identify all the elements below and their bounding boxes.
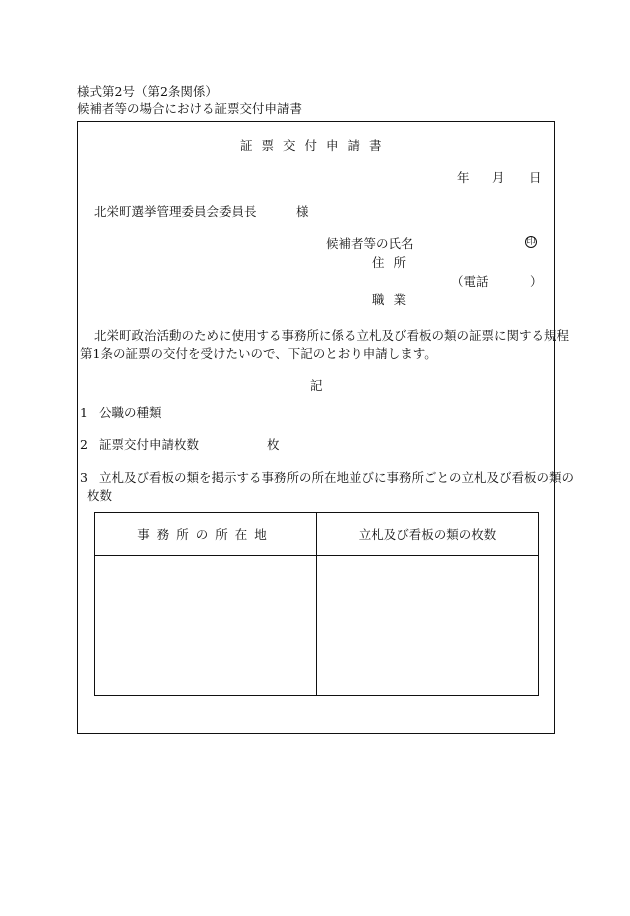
- office-table: [94, 512, 539, 696]
- table-cell-sign-count[interactable]: [317, 556, 539, 696]
- form-number: 様式第2号（第2条関係）: [77, 84, 218, 99]
- item-2-label: 証票交付申請枚数: [99, 437, 200, 452]
- table-cell-office-location[interactable]: [95, 556, 317, 696]
- ki-heading: 記: [310, 378, 323, 393]
- table-row: [95, 556, 539, 696]
- table-header-row: [95, 513, 539, 556]
- item-2-number: 2: [80, 437, 88, 452]
- seal-char: 印: [526, 237, 536, 247]
- item-3-label-line2: 枚数: [87, 488, 113, 503]
- body-text-line1: 北栄町政治活動のために使用する事務所に係る立札及び看板の類の証票に関する規程: [94, 328, 570, 343]
- phone-open: （電話: [451, 274, 489, 289]
- table-header-office-location: 事務所の所在地: [95, 513, 317, 556]
- applicant-name-label: 候補者等の氏名: [326, 236, 414, 251]
- item-1-number: 1: [80, 405, 88, 420]
- applicant-address-label: 住所: [372, 255, 416, 270]
- applicant-occupation-label: 職業: [372, 292, 416, 307]
- table-header-sign-count: 立札及び看板の類の枚数: [317, 513, 539, 556]
- date-month-label: 月: [492, 170, 505, 185]
- addressee: 北栄町選挙管理委員会委員長: [94, 204, 257, 219]
- body-text-line2: 第1条の証票の交付を受けたいので、下記のとおり申請します。: [80, 346, 437, 361]
- document-title: 証票交付申請書: [240, 138, 391, 153]
- date-day-label: 日: [529, 170, 542, 185]
- item-2-unit: 枚: [267, 437, 280, 452]
- form-subtitle: 候補者等の場合における証票交付申請書: [77, 101, 303, 116]
- date-year-label: 年: [457, 170, 470, 185]
- item-3-number: 3: [80, 470, 88, 485]
- seal-mark: [525, 236, 537, 248]
- addressee-honorific: 様: [296, 204, 309, 219]
- item-3-label-line1: 立札及び看板の類を掲示する事務所の所在地並びに事務所ごとの立札及び看板の類の: [99, 470, 575, 485]
- item-1-label: 公職の種類: [99, 405, 162, 420]
- phone-close: ）: [530, 274, 543, 289]
